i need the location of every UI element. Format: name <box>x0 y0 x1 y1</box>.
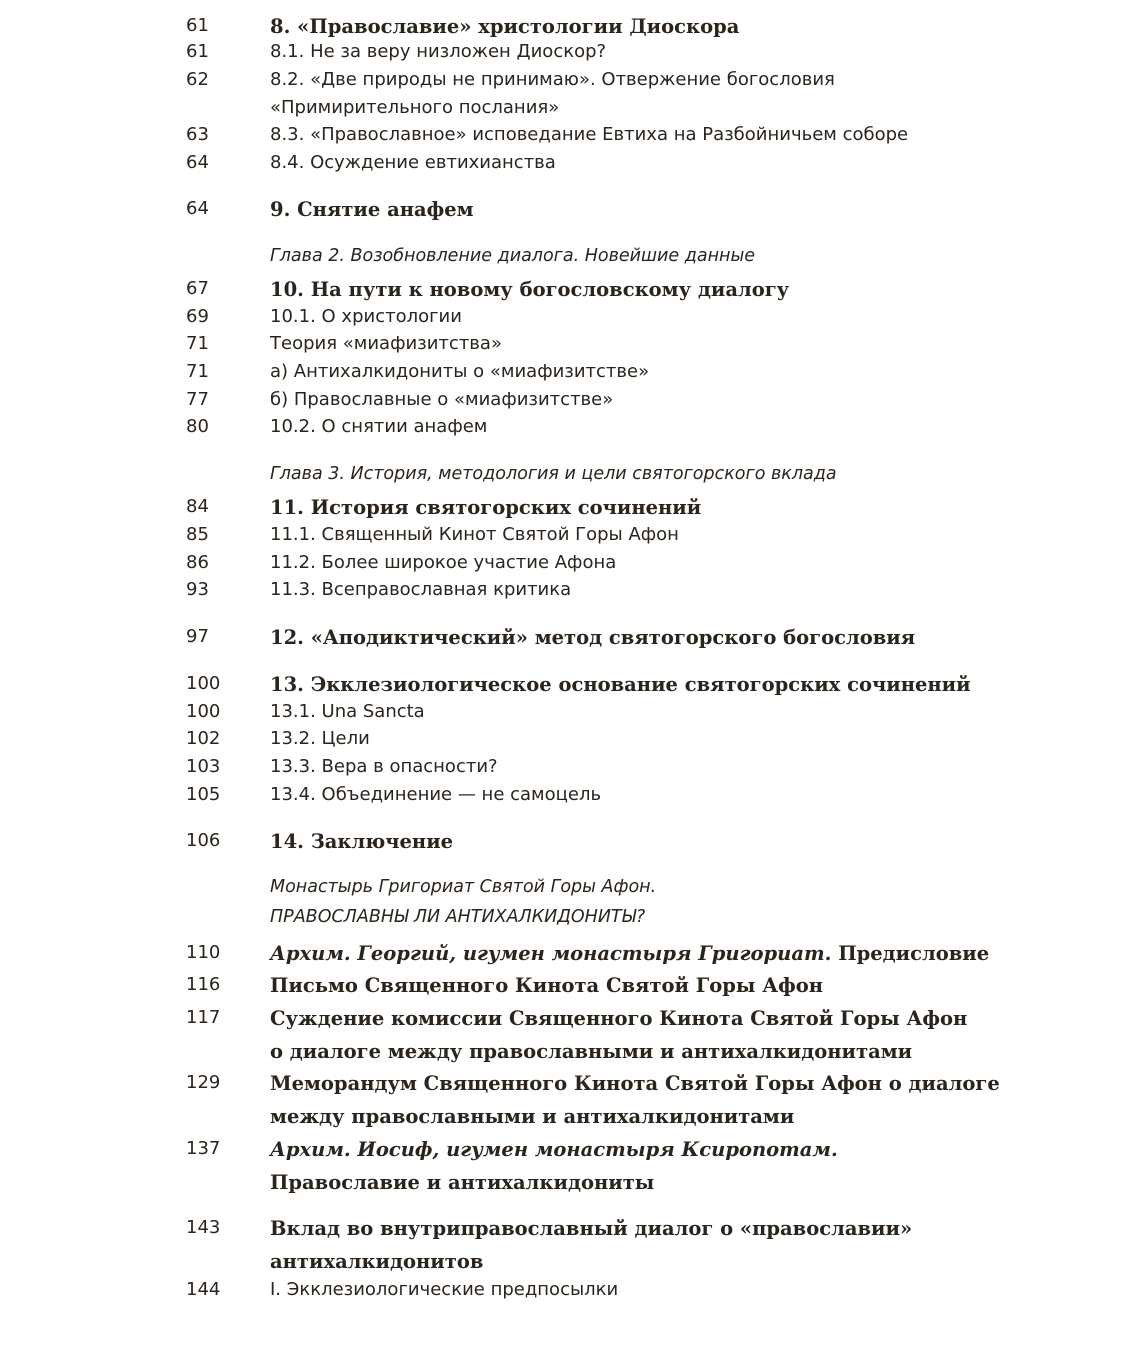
section-heading <box>270 937 1110 970</box>
subsection-title <box>270 330 1110 358</box>
title-line: 10.1. О христологии <box>270 306 462 327</box>
section-heading <box>270 621 1110 654</box>
title-line: «Примирительного послания» <box>270 97 560 118</box>
title-line: Глава 3. История, методология и цели святогорского вклада <box>270 464 837 484</box>
title-line: 10. На пути к новому богословскому диалогу <box>270 278 790 301</box>
title-line: между православными и антихалкидонитами <box>270 1105 795 1128</box>
title-line: 11.1. Священный Кинот Святой Горы Афон <box>270 524 679 545</box>
title-line: 8. «Православие» христологии Диоскора <box>270 15 740 38</box>
page-number: 62 <box>186 69 209 90</box>
title-line: 11.3. Всеправославная критика <box>270 579 572 600</box>
author-name: Архим. Георгий, игумен монастыря Григориат. <box>270 942 832 965</box>
title-line: 8.2. «Две природы не принимаю». Отвержение богословия <box>270 69 835 90</box>
chapter-heading <box>270 459 1110 489</box>
title-text: Предисловие <box>831 942 990 965</box>
page-number: 77 <box>186 389 209 410</box>
page-number: 116 <box>186 974 221 995</box>
section-heading <box>270 1002 1110 1068</box>
subsection-title <box>270 149 1110 177</box>
page-number: 100 <box>186 673 221 694</box>
title-line: 8.4. Осуждение евтихианства <box>270 152 556 173</box>
page-number: 63 <box>186 124 209 145</box>
subsection-title <box>270 66 1110 122</box>
section-heading <box>270 825 1110 858</box>
subsection-title <box>270 781 1110 809</box>
page-number: 61 <box>186 15 209 36</box>
title-line: Архим. Иосиф, игумен монастыря Ксиропотам. <box>270 1138 838 1161</box>
title-line: о диалоге между православными и антихалкидонитами <box>270 1040 913 1063</box>
page-number: 61 <box>186 41 209 62</box>
section-heading <box>270 273 1110 306</box>
section-heading <box>270 193 1110 226</box>
title-line: 11.2. Более широкое участие Афона <box>270 552 617 573</box>
title-line: Вклад во внутриправославный диалог о «православии» <box>270 1217 913 1240</box>
chapter-heading <box>270 872 1110 932</box>
title-line: Письмо Священного Кинота Святой Горы Афон <box>270 974 823 997</box>
title-line: I. Экклезиологические предпосылки <box>270 1279 619 1300</box>
title-line: Монастырь Григориат Святой Горы Афон. <box>270 877 657 897</box>
title-line: 13.2. Цели <box>270 728 370 749</box>
page-number: 86 <box>186 552 209 573</box>
subsection-title <box>270 358 1110 386</box>
title-line: 13.4. Объединение — не самоцель <box>270 784 602 805</box>
page-number: 106 <box>186 830 221 851</box>
section-heading <box>270 969 1110 1002</box>
title-line: 11. История святогорских сочинений <box>270 496 702 519</box>
page-number: 71 <box>186 333 209 354</box>
subsection-title <box>270 121 1110 149</box>
page-number: 64 <box>186 198 209 219</box>
subsection-title <box>270 725 1110 753</box>
title-line: 14. Заключение <box>270 830 454 853</box>
title-line: Меморандум Священного Кинота Святой Горы Афон о диалоге <box>270 1072 1000 1095</box>
page-number: 105 <box>186 784 221 805</box>
page-number: 100 <box>186 701 221 722</box>
title-line: 10.2. О снятии анафем <box>270 416 488 437</box>
section-heading <box>270 668 1110 701</box>
page-number: 117 <box>186 1007 221 1028</box>
subsection-title <box>270 576 1110 604</box>
page-number: 137 <box>186 1138 221 1159</box>
page-number: 67 <box>186 278 209 299</box>
subsection-title <box>270 521 1110 549</box>
page-number: 110 <box>186 942 221 963</box>
title-line: ПРАВОСЛАВНЫ ЛИ АНТИХАЛКИДОНИТЫ? <box>270 907 646 927</box>
title-line: 8.3. «Православное» исповедание Евтиха на Разбойничьем соборе <box>270 124 909 145</box>
title-line: Глава 2. Возобновление диалога. Новейшие данные <box>270 246 756 266</box>
subsection-title <box>270 1276 1110 1304</box>
section-heading <box>270 1067 1110 1133</box>
title-line: 13. Экклезиологическое основание святогорских сочинений <box>270 673 971 696</box>
section-heading <box>270 1212 1110 1278</box>
title-line: б) Православные о «миафизитстве» <box>270 389 614 410</box>
subsection-title <box>270 413 1110 441</box>
page-number: 93 <box>186 579 209 600</box>
page-number: 144 <box>186 1279 221 1300</box>
subsection-title <box>270 386 1110 414</box>
title-line: 12. «Аподиктический» метод святогорского богословия <box>270 626 916 649</box>
page-number: 80 <box>186 416 209 437</box>
page-number: 84 <box>186 496 209 517</box>
subsection-title <box>270 753 1110 781</box>
page-number: 102 <box>186 728 221 749</box>
title-line: 13.1. Una Sancta <box>270 701 425 722</box>
title-line: антихалкидонитов <box>270 1250 484 1273</box>
chapter-heading <box>270 241 1110 271</box>
title-line: Суждение комиссии Священного Кинота Святой Горы Афон <box>270 1007 968 1030</box>
subsection-title <box>270 549 1110 577</box>
title-line: Теория «миафизитства» <box>270 333 502 354</box>
page-number: 129 <box>186 1072 221 1093</box>
title-line: а) Антихалкидониты о «миафизитстве» <box>270 361 650 382</box>
page-number: 85 <box>186 524 209 545</box>
page-number: 143 <box>186 1217 221 1238</box>
page-number: 97 <box>186 626 209 647</box>
subsection-title <box>270 38 1110 66</box>
title-line: 13.3. Вера в опасности? <box>270 756 498 777</box>
page-number: 64 <box>186 152 209 173</box>
title-line: Православие и антихалкидониты <box>270 1171 655 1194</box>
subsection-title <box>270 303 1110 331</box>
page-number: 69 <box>186 306 209 327</box>
page-number: 103 <box>186 756 221 777</box>
section-heading <box>270 1133 1110 1199</box>
page-number: 71 <box>186 361 209 382</box>
section-heading <box>270 491 1110 524</box>
title-line: 9. Снятие анафем <box>270 198 474 221</box>
subsection-title <box>270 698 1110 726</box>
title-line: 8.1. Не за веру низложен Диоскор? <box>270 41 607 62</box>
